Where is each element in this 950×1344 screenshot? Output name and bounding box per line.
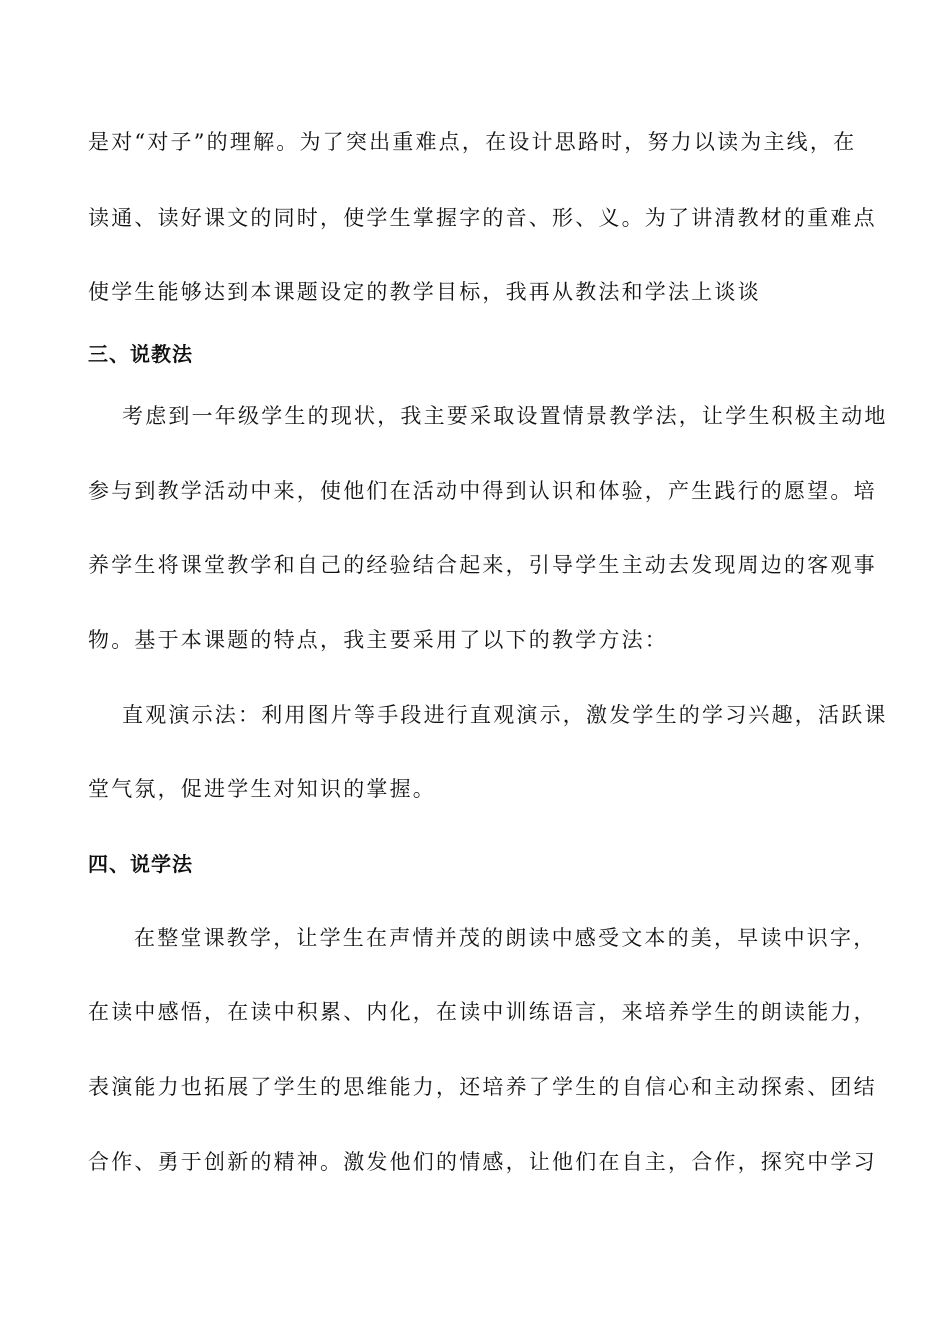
paragraph-line: 是对“对子”的理解。为了突出重难点，在设计思路时，努力以读为主线，在 [88, 130, 857, 154]
paragraph-line: 在整堂课教学，让学生在声情并茂的朗读中感受文本的美，早读中识字， [134, 926, 877, 950]
paragraph-line: 考虑到一年级学生的现状，我主要采取设置情景教学法，让学生积极主动地 [122, 404, 888, 428]
paragraph-line: 在读中感悟，在读中积累、内化，在读中训练语言，来培养学生的朗读能力， [88, 1000, 877, 1024]
paragraph-line: 物。基于本课题的特点，我主要采用了以下的教学方法： [88, 628, 668, 652]
paragraph-line: 合作、勇于创新的精神。激发他们的情感，让他们在自主，合作，探究中学习 [88, 1150, 877, 1174]
paragraph-line: 直观演示法：利用图片等手段进行直观演示，激发学生的学习兴趣，活跃课 [122, 703, 888, 727]
section-heading: 三、说教法 [88, 342, 193, 366]
paragraph-line: 读通、读好课文的同时，使学生掌握字的音、形、义。为了讲清教材的重难点 [88, 206, 877, 230]
paragraph-line: 使学生能够达到本课题设定的教学目标，我再从教法和学法上谈谈 [88, 280, 761, 304]
paragraph-line: 堂气氛，促进学生对知识的掌握。 [88, 777, 436, 801]
paragraph-line: 表演能力也拓展了学生的思维能力，还培养了学生的自信心和主动探索、团结 [88, 1075, 877, 1099]
paragraph-line: 养学生将课堂教学和自己的经验结合起来，引导学生主动去发现周边的客观事 [88, 553, 877, 577]
section-heading: 四、说学法 [88, 852, 193, 876]
paragraph-line: 参与到教学活动中来，使他们在活动中得到认识和体验，产生践行的愿望。培 [88, 479, 877, 503]
